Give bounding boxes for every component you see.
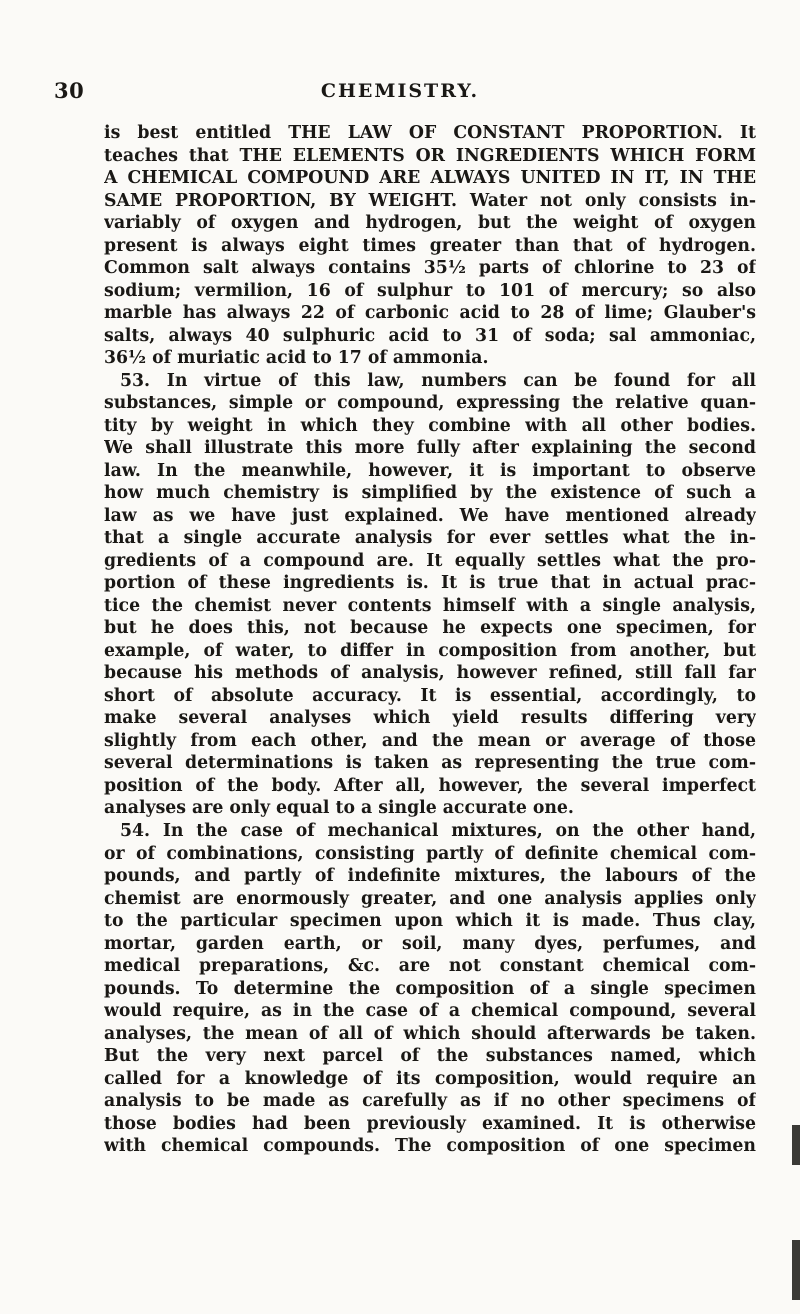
text-line: chemist are enormously greater, and one analysis applies only: [104, 888, 756, 909]
text-line: marble has always 22 of carbonic acid to 28 of lime; Glauber's: [104, 303, 756, 324]
text-line: 36½ of muriatic acid to 17 of ammonia.: [104, 348, 489, 369]
text-line: would require, as in the case of a chemical compound, several: [104, 1001, 756, 1022]
text-line: teaches that THE ELEMENTS OR INGREDIENTS WHICH FORM: [104, 145, 756, 166]
text-line: several determinations is taken as representing the true com-: [104, 753, 756, 774]
text-line: or of combinations, consisting partly of definite chemical com-: [104, 843, 756, 864]
text-line: that a single accurate analysis for ever settles what the in-: [104, 528, 756, 549]
paragraph-53-start: 53. In virtue of this law, numbers can be found for all: [120, 370, 756, 391]
text-line: tity by weight in which they combine with all other bodies.: [104, 415, 756, 436]
page-number: 30: [54, 78, 85, 103]
text-line: sodium; vermilion, 16 of sulphur to 101 of mercury; so also: [104, 280, 756, 301]
text-line: portion of these ingredients is. It is true that in actual prac-: [104, 573, 756, 594]
text-line: tice the chemist never contents himself with a single analysis,: [104, 595, 756, 616]
text-line: analyses are only equal to a single accurate one.: [104, 798, 574, 819]
text-line: make several analyses which yield results differing very: [104, 708, 756, 729]
page-header: [0, 78, 800, 108]
text-line: position of the body. After all, however, the several imperfect: [104, 775, 756, 796]
running-title: CHEMISTRY.: [320, 80, 480, 102]
scan-edge-mark: [792, 1125, 800, 1165]
text-line: pounds. To determine the composition of a single specimen: [104, 978, 756, 999]
text-line: pounds, and partly of indefinite mixtures, the labours of the: [104, 866, 756, 887]
text-line: law as we have just explained. We have mentioned already: [104, 505, 756, 526]
text-line: how much chemistry is simplified by the existence of such a: [104, 483, 756, 504]
text-line: called for a knowledge of its composition, would require an: [104, 1068, 756, 1089]
text-line: gredients of a compound are. It equally settles what the pro-: [104, 550, 756, 571]
text-line: analyses, the mean of all of which should afterwards be taken.: [104, 1023, 756, 1044]
text-line: is best entitled THE LAW OF CONSTANT PROPORTION. It: [104, 123, 756, 143]
text-line: SAME PROPORTION, BY WEIGHT. Water not only consists in-: [104, 190, 756, 211]
text-line: present is always eight times greater than that of hydrogen.: [104, 235, 756, 256]
text-line: variably of oxygen and hydrogen, but the weight of oxygen: [104, 213, 756, 234]
text-line: law. In the meanwhile, however, it is important to observe: [104, 460, 756, 481]
text-line: to the particular specimen upon which it is made. Thus clay,: [104, 911, 756, 932]
text-line: with chemical compounds. The composition of one specimen: [104, 1136, 756, 1157]
text-line: slightly from each other, and the mean or average of those: [104, 730, 756, 751]
text-line: But the very next parcel of the substances named, which: [104, 1046, 756, 1067]
paragraph-54-start: 54. In the case of mechanical mixtures, on the other hand,: [120, 820, 756, 841]
scan-edge-mark: [792, 1240, 800, 1300]
text-line: We shall illustrate this more fully after explaining the second: [104, 438, 756, 459]
text-line: those bodies had been previously examined. It is otherwise: [104, 1113, 756, 1134]
text-line: example, of water, to differ in composition from another, but: [104, 640, 756, 661]
text-line: but he does this, not because he expects one specimen, for: [104, 618, 756, 639]
text-line: because his methods of analysis, however refined, still fall far: [104, 663, 756, 684]
text-line: A CHEMICAL COMPOUND ARE ALWAYS UNITED IN IT, IN THE: [104, 168, 756, 189]
text-line: mortar, garden earth, or soil, many dyes, perfumes, and: [104, 933, 756, 954]
text-line: substances, simple or compound, expressing the relative quan-: [104, 393, 756, 414]
text-line: salts, always 40 sulphuric acid to 31 of soda; sal ammoniac,: [104, 325, 756, 346]
text-line: Common salt always contains 35½ parts of chlorine to 23 of: [104, 258, 756, 279]
text-line: short of absolute accuracy. It is essential, accordingly, to: [104, 685, 756, 706]
body-text: [104, 122, 756, 1158]
text-line: analysis to be made as carefully as if no other specimens of: [104, 1091, 756, 1112]
text-line: medical preparations, &c. are not constant chemical com-: [104, 956, 756, 977]
